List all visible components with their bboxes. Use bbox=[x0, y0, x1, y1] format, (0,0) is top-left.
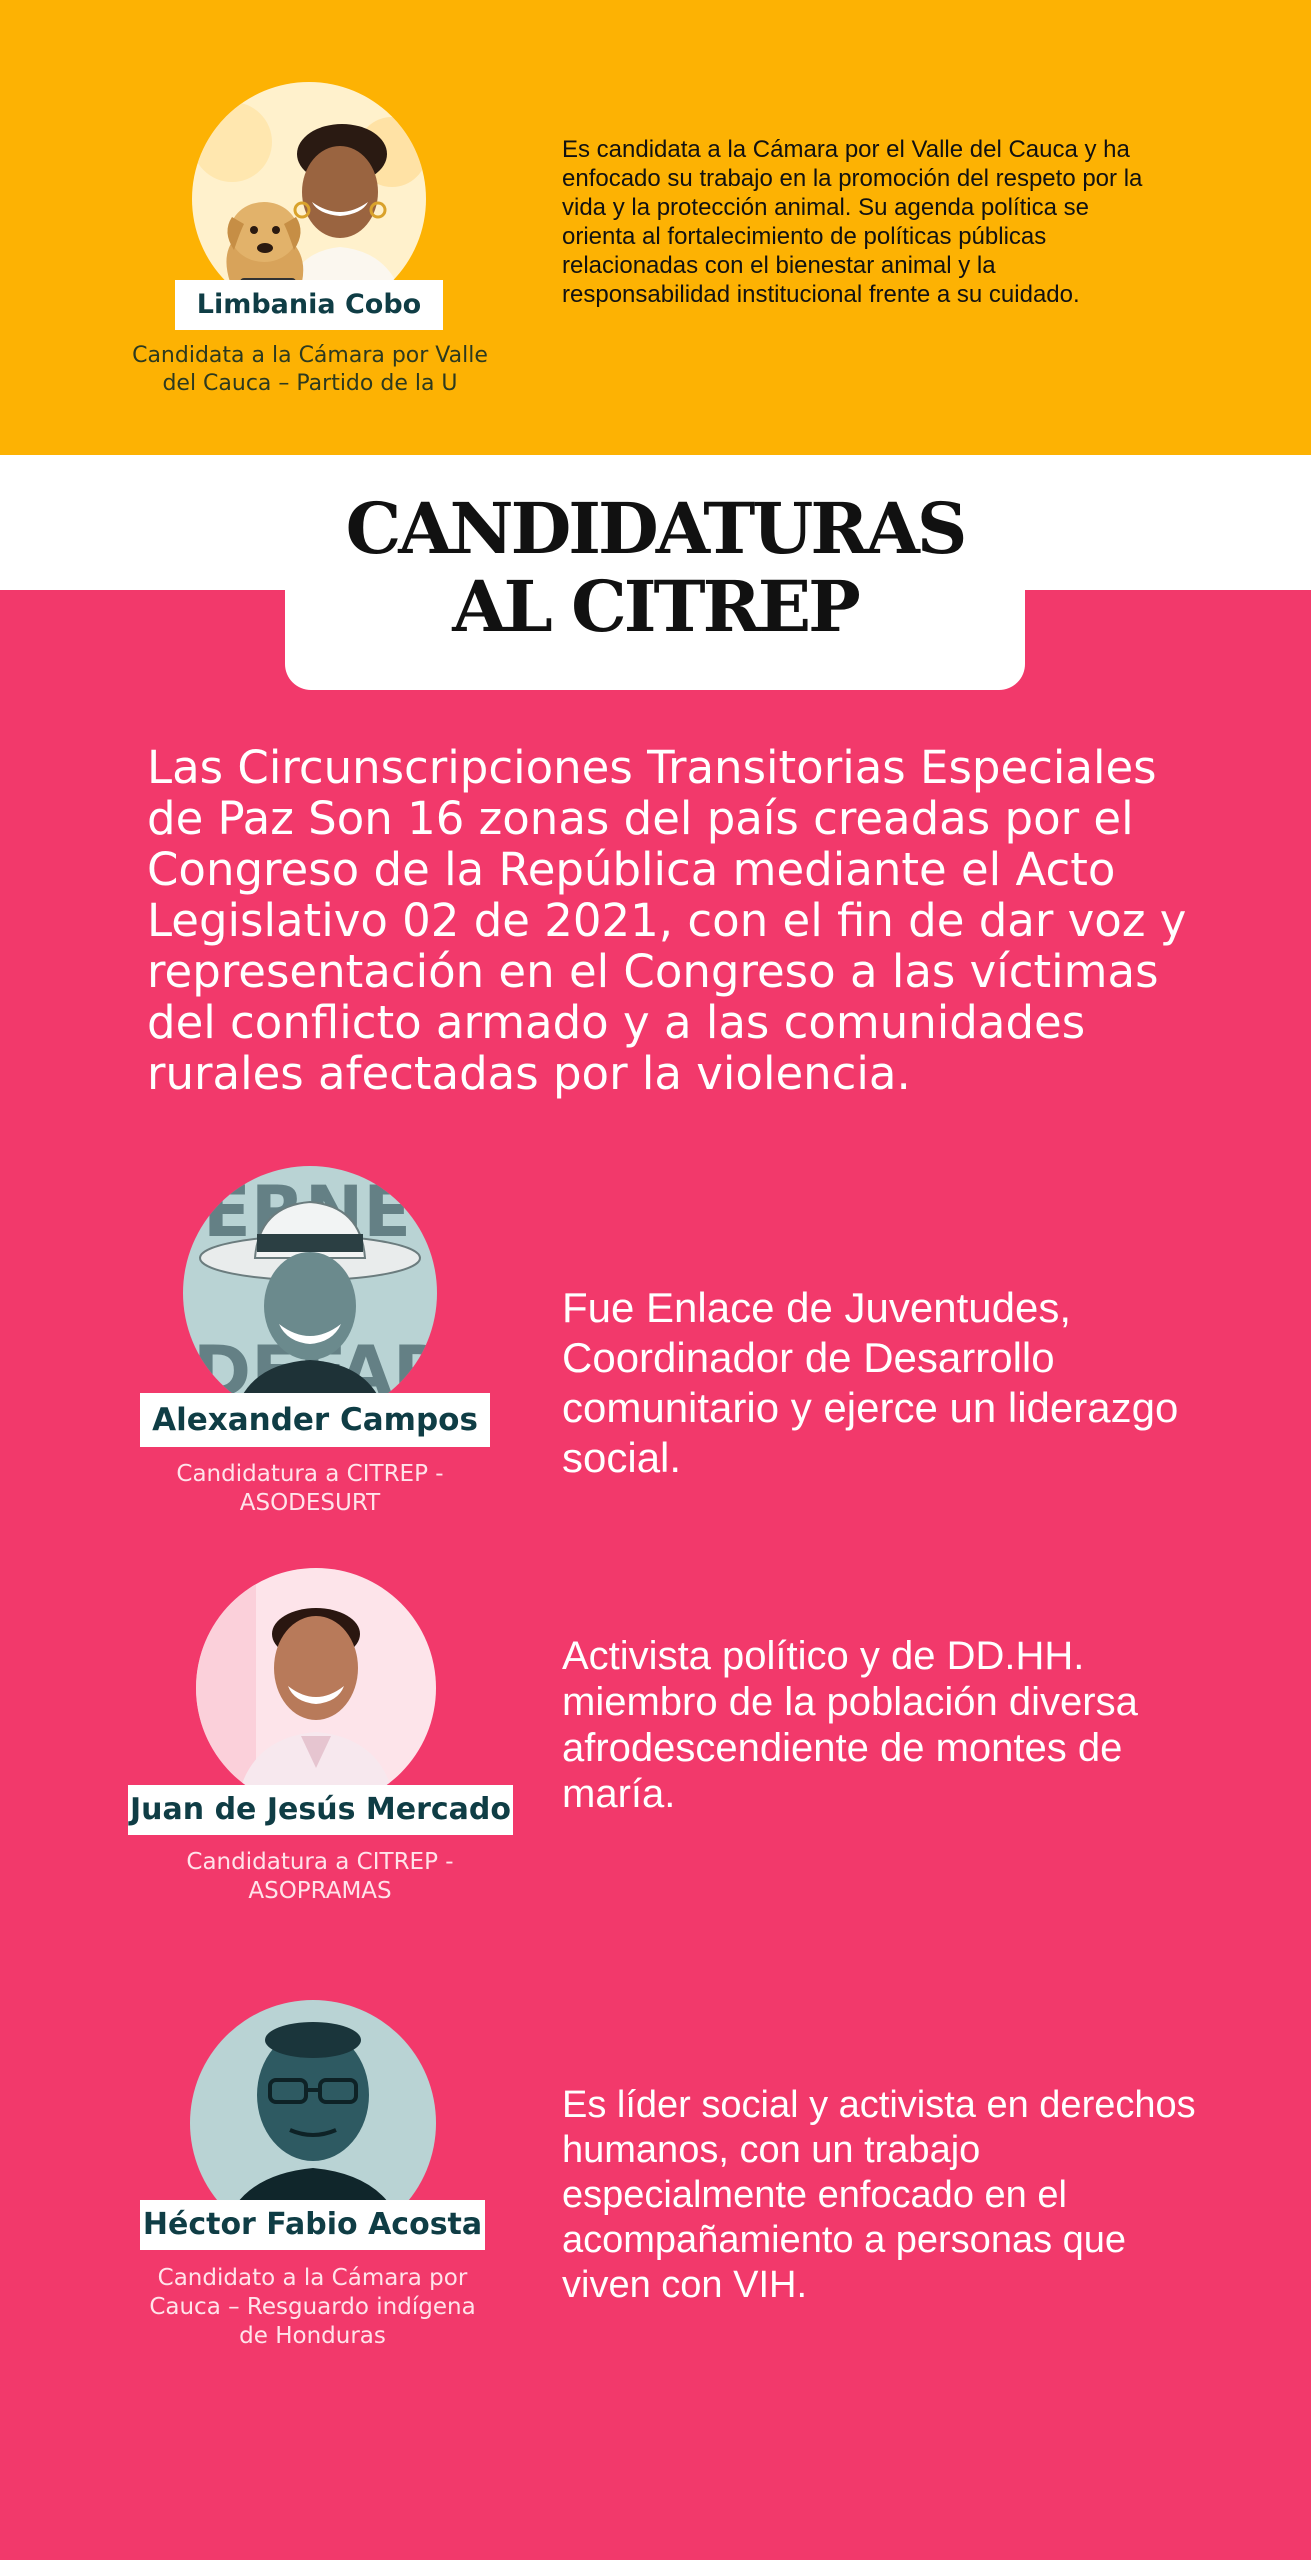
section-title-line1: CANDIDATURAS bbox=[345, 487, 965, 570]
candidate-role-alexander: Candidatura a CITREP - ASODESURT bbox=[176, 1461, 444, 1516]
candidate-bio-alexander: Fue Enlace de Juventudes, Coordinador de Desarrollo comunitario y ejerce un liderazgo social. bbox=[562, 1284, 1179, 1481]
person-portrait-icon bbox=[196, 1568, 436, 1808]
candidate-name-juan: Juan de Jesús Mercado bbox=[128, 1785, 513, 1835]
person-with-hat-icon bbox=[183, 1166, 437, 1420]
candidate-photo-juan bbox=[196, 1568, 436, 1808]
section-intro: Las Circunscripciones Transitorias Especiales de Paz Son 16 zonas del país creadas por el Congreso de la República mediante el Acto Legislativo 02 de 2021, con el fin de dar voz y representación en el Congreso a las víctimas del conflicto armado y a las comunidades rurales afectadas por la violencia. bbox=[147, 741, 1187, 1100]
candidate-bio-hector: Es líder social y activista en derechos humanos, con un trabajo especialmente enfocado en el acompañamiento a personas que viven con VIH. bbox=[562, 2084, 1196, 2306]
candidate-role-juan: Candidatura a CITREP - ASOPRAMAS bbox=[186, 1849, 454, 1904]
candidate-photo-alexander bbox=[183, 1166, 437, 1420]
candidate-name-limbania: Limbania Cobo bbox=[175, 280, 443, 330]
candidate-bio-limbania: Es candidata a la Cámara por el Valle del Cauca y ha enfocado su trabajo en la promoción del respeto por la vida y la protección animal. Su agenda política se orienta al fortalecimiento de políticas públicas relacionadas con el bienestar animal y la responsabilidad institucional frente a su cuidado. bbox=[562, 136, 1143, 308]
candidate-role-limbania: Candidata a la Cámara por Valle del Cauca – Partido de la U bbox=[132, 343, 488, 396]
candidate-name-alexander: Alexander Campos bbox=[140, 1393, 490, 1447]
candidate-name-hector: Héctor Fabio Acosta bbox=[140, 2200, 485, 2250]
candidate-role-hector: Candidato a la Cámara por Cauca – Resguardo indígena de Honduras bbox=[149, 2265, 476, 2349]
section-title-line2: AL CITREP bbox=[452, 565, 858, 648]
section-title bbox=[285, 487, 1025, 648]
candidate-bio-juan: Activista político y de DD.HH. miembro de la población diversa afrodescendiente de montes de maría. bbox=[562, 1634, 1138, 1816]
